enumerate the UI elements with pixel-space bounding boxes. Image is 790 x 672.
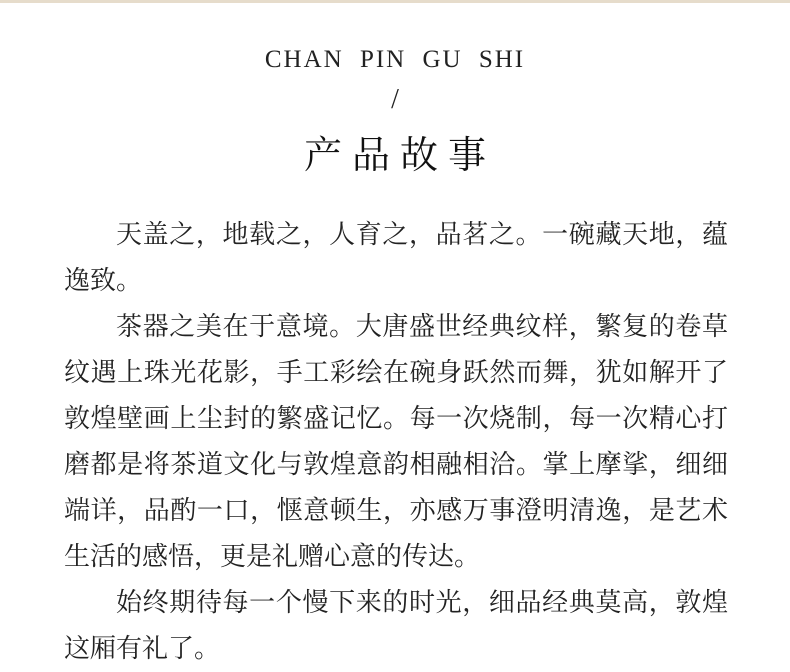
section-pinyin-heading: CHAN PIN GU SHI [264, 46, 526, 73]
section-title: 产品故事 [303, 133, 496, 177]
heading-divider: / [391, 84, 399, 115]
story-paragraph-3: 始终期待每一个慢下来的时光，细品经典莫高，敦煌这厢有礼了。 [64, 588, 728, 664]
story-paragraph-2: 茶器之美在于意境。大唐盛世经典纹样，繁复的卷草纹遇上珠光花影，手工彩绘在碗身跃然而舞，犹如解开了敦煌壁画上尘封的繁盛记忆。每一次烧制，每一次精心打磨都是将茶道文化与敦煌意韵相融相洽。掌上摩挲，细细端详，品酌一口，惬意顿生，亦感万事澄明清逸，是艺术生活的感悟，更是礼赠心意的传达。 [64, 312, 728, 572]
story-body [64, 212, 728, 672]
story-paragraph-1: 天盖之，地载之，人育之，品茗之。一碗藏天地，蕴逸致。 [64, 220, 728, 296]
top-rule [0, 0, 790, 3]
